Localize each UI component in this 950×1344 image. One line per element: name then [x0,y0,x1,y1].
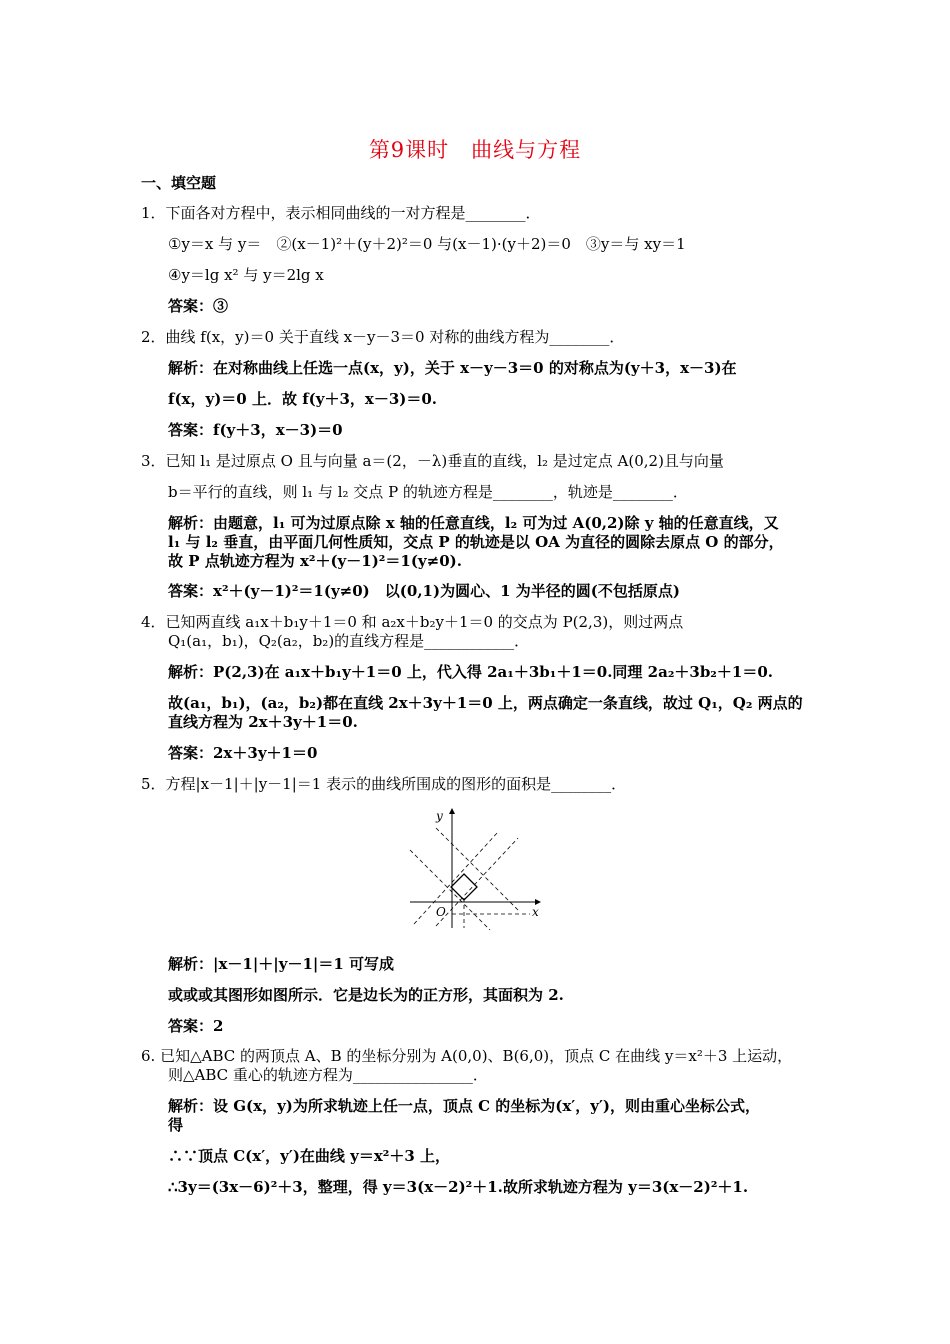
q6-analysis-line2: 得 [168,1116,184,1134]
q6-analysis-line3: ∴∵顶点 C(x′，y′)在曲线 y＝x²＋3 上， [168,1147,451,1165]
q1-options-line2: ④y＝lg x² 与 y＝2lg x [168,266,324,284]
q5-figure [400,802,550,934]
diamond-square [451,874,477,900]
x-axis-label: x [532,905,539,919]
q6-analysis-line4: ∴3y＝(3x－6)²＋3，整理，得 y＝3(x－2)²＋1.故所求轨迹方程为 y＝3(x－2)²＋1. [168,1178,749,1196]
q5-stem: 5．方程|x－1|＋|y－1|＝1 表示的曲线所围成的图形的面积是________． [141,775,627,793]
q3-stem-line1: 3．已知 l₁ 是过原点 O 且与向量 a＝(2，－λ)垂直的直线，l₂ 是过定点 A(0,2)且与向量 [141,452,724,470]
dashed-line [436,828,520,912]
q4-analysis-line3: 直线方程为 2x＋3y＋1＝0. [168,713,358,731]
q4-stem-line1: 4．已知两直线 a₁x＋b₁y＋1＝0 和 a₂x＋b₂y＋1＝0 的交点为 P(2,3)，则过两点 [141,613,684,631]
q4-stem-line2: Q₁(a₁，b₁)，Q₂(a₂，b₂)的直线方程是____________． [168,632,530,650]
q1-options-line1: ①y＝x 与 y＝ ②(x－1)²＋(y＋2)²＝0 与(x－1)·(y＋2)＝0 ③y＝与 xy＝1 [168,235,686,253]
q4-analysis-line2: 故(a₁，b₁)，(a₂，b₂)都在直线 2x＋3y＋1＝0 上，两点确定一条直线，故过 Q₁，Q₂ 两点的 [168,694,803,712]
q2-analysis-line1: 解析：在对称曲线上任选一点(x，y)，关于 x－y－3＝0 的对称点为(y＋3，x－3)在 [168,359,737,377]
q2-answer: 答案：f(y＋3，x－3)＝0 [168,421,343,439]
q2-analysis-line2: f(x，y)＝0 上．故 f(y＋3，x－3)＝0. [168,390,438,408]
q3-stem-line2: b＝平行的直线，则 l₁ 与 l₂ 交点 P 的轨迹方程是________，轨迹是________． [168,483,688,501]
q2-stem: 2．曲线 f(x，y)＝0 关于直线 x－y－3＝0 对称的曲线方程为________． [141,328,625,346]
section-heading: 一、填空题 [141,174,217,192]
origin-label: O [436,905,446,919]
q6-stem-line2: 则△ABC 重心的轨迹方程为________________． [168,1066,488,1084]
q5-analysis-line2: 或或或其图形如图所示．它是边长为的正方形，其面积为 2. [168,986,564,1004]
q6-stem-line1: 6. 已知△ABC 的两顶点 A、B 的坐标分别为 A(0,0)、B(6,0)，顶点 C 在曲线 y＝x²＋3 上运动， [141,1047,793,1065]
q3-analysis-line1: 解析：由题意，l₁ 可为过原点除 x 轴的任意直线，l₂ 可为过 A(0,2)除 y 轴的任意直线，又 [168,514,779,532]
dashed-line [414,832,498,924]
q3-analysis-line3: 故 P 点轨迹方程为 x²＋(y－1)²＝1(y≠0). [168,552,462,570]
q4-analysis-line1: 解析：P(2,3)在 a₁x＋b₁y＋1＝0 上，代入得 2a₁＋3b₁＋1＝0.同理 2a₂＋3b₂＋1＝0. [168,663,773,681]
q5-answer: 答案：2 [168,1017,224,1035]
q5-analysis-line1: 解析：|x－1|＋|y－1|＝1 可写成 [168,955,395,973]
q6-analysis-line1: 解析：设 G(x，y)为所求轨迹上任一点，顶点 C 的坐标为(x′，y′)，则由重心坐标公式， [168,1097,761,1115]
y-axis-label: y [436,809,443,823]
q3-answer: 答案：x²＋(y－1)²＝1(y≠0) 以(0,1)为圆心、1 为半径的圆(不包括原点) [168,582,680,600]
q3-analysis-line2: l₁ 与 l₂ 垂直，由平面几何性质知，交点 P 的轨迹是以 OA 为直径的圆除去原点 O 的部分， [168,533,784,551]
y-axis-arrow [449,808,455,814]
dashed-line [436,838,518,926]
q1-answer: 答案：③ [168,297,229,315]
dashed-line [410,850,490,930]
page-title: 第9课时 曲线与方程 [368,138,582,162]
q4-answer: 答案：2x＋3y＋1＝0 [168,744,318,762]
q1-stem: 1．下面各对方程中，表示相同曲线的一对方程是________． [141,204,541,222]
